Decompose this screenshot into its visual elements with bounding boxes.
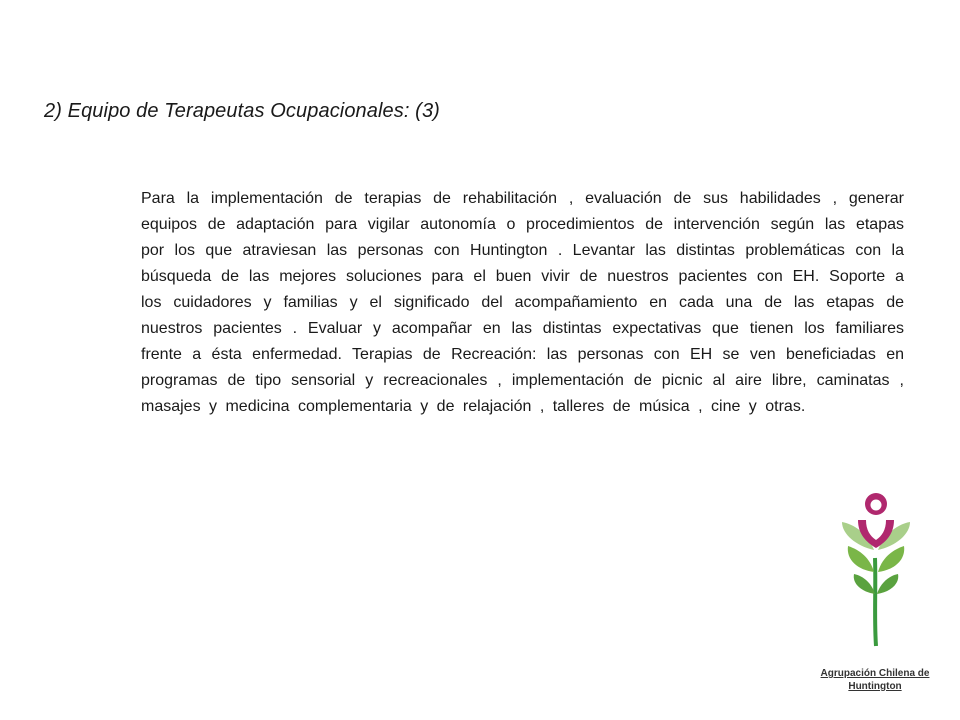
slide-title: 2) Equipo de Terapeutas Ocupacionales: (3) <box>44 100 440 122</box>
body-paragraph: Para la implementación de terapias de rehabilitación , evaluación de sus habilidades , generar equipos de adaptación para vigilar autonomía o procedimientos de intervención según las etapas por los que atraviesan las personas con Huntington . Levantar las distintas problemáticas con la búsqueda de las mejores soluciones para el buen vivir de nuestros pacientes con EH. Soporte a los cuidadores y familias y el significado del acompañamiento en cada una de las etapas de nuestros pacientes . Evaluar y acompañar en las distintas expectativas que tienen los familiares frente a ésta enfermedad. Terapias de Recreación: las personas con EH se ven beneficiadas en programas de tipo sensorial y recreacionales , implementación de picnic al aire libre, caminatas , masajes y medicina complementaria y de relajación , talleres de música , cine y otras. <box>141 190 904 415</box>
logo-caption-line1: Agrupación Chilena de <box>820 668 930 679</box>
flower-logo-icon <box>836 488 916 648</box>
logo-caption <box>806 667 944 693</box>
logo-caption-line2: Huntington <box>848 681 902 692</box>
